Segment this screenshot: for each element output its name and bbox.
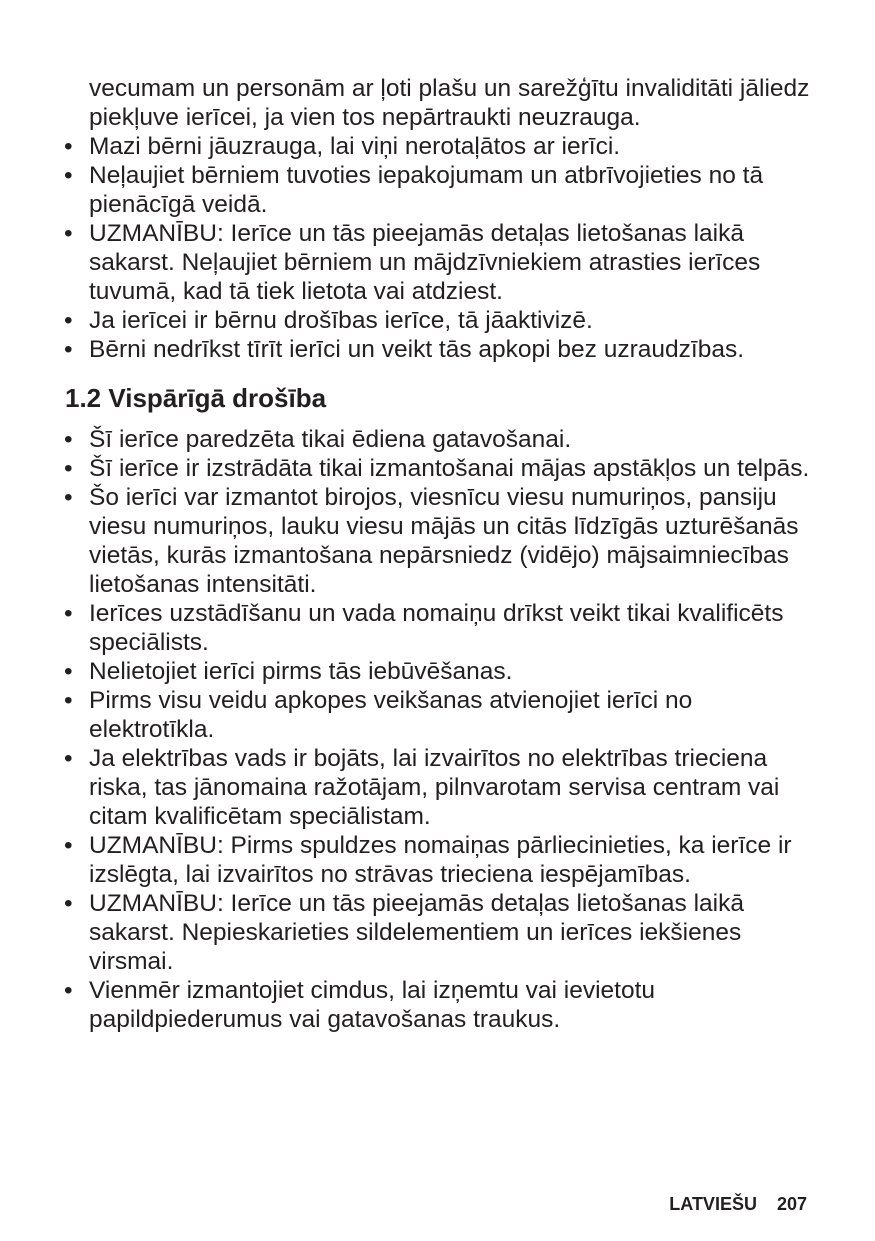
list-item-text: Ierīces uzstādīšanu un vada nomaiņu drīkst veikt tikai kvalificēts speciālists.: [89, 600, 784, 656]
list-item: [62, 425, 822, 454]
list-item-text: Mazi bērni jāuzrauga, lai viņi nerotaļātos ar ierīci.: [89, 133, 621, 160]
list-item: [62, 306, 822, 335]
list-item: [62, 976, 822, 1034]
page-number: 207: [776, 1194, 807, 1214]
list-item-text: Ja elektrības vads ir bojāts, lai izvairītos no elektrības trieciena riska, tas jānomaina ražotājam, pilnvarotam servisa centram vai citam kvalificētam speciālistam.: [89, 745, 780, 830]
list-item: [62, 889, 822, 976]
list-item-text: UZMANĪBU: Pirms spuldzes nomaiņas pārliecinieties, ka ierīce ir izslēgta, lai izvairītos no strāvas trieciena iespējamības.: [89, 832, 792, 888]
bullet: •: [64, 484, 73, 511]
bullet: •: [64, 336, 73, 363]
list-item-text: Neļaujiet bērniem tuvoties iepakojumam un atbrīvojieties no tā pienācīgā veidā.: [89, 162, 764, 218]
list-item-text: Šī ierīce ir izstrādāta tikai izmantošanai mājas apstākļos un telpās.: [89, 455, 810, 482]
list-item: [62, 219, 822, 306]
list-item: [62, 686, 822, 744]
list-item-text: UZMANĪBU: Ierīce un tās pieejamās detaļas lietošanas laikā sakarst. Neļaujiet bērniem un mājdzīvniekiem atrasties ierīces tuvumā, kad tā tiek lietota vai atdziest.: [89, 220, 761, 305]
list-item-text: Nelietojiet ierīci pirms tās iebūvēšanas.: [89, 658, 513, 685]
list-item: [62, 599, 822, 657]
bullet: •: [64, 745, 73, 772]
bullet: •: [64, 220, 73, 247]
bullet: •: [64, 133, 73, 160]
bullet: •: [64, 455, 73, 482]
bullet: •: [64, 832, 73, 859]
list-item: [62, 74, 822, 132]
bullet: •: [64, 687, 73, 714]
list-item: [62, 657, 822, 686]
list-item: [62, 454, 822, 483]
footer-language: LATVIEŠU: [669, 1194, 757, 1214]
bullet: •: [64, 307, 73, 334]
list-item: [62, 831, 822, 889]
list-item: [62, 744, 822, 831]
list-item: [62, 335, 822, 364]
bullet: •: [64, 977, 73, 1004]
list-item-text: vecumam un personām ar ļoti plašu un sarežģītu invaliditāti jāliedz piekļuve ierīcei, ja vien tos nepārtraukti neuzrauga.: [89, 75, 810, 131]
list-item-text: Bērni nedrīkst tīrīt ierīci un veikt tās apkopi bez uzraudzības.: [89, 336, 745, 363]
list-item-text: Šo ierīci var izmantot birojos, viesnīcu viesu numuriņos, pansiju viesu numuriņos, lauku viesu mājās un citās līdzīgās uzturēšanās vietās, kurās izmantošana nepārsniedz (vidējo) mājsaimniecības lietošanas intensitāti.: [89, 484, 799, 598]
list-item: [62, 483, 822, 599]
list-item: [62, 132, 822, 161]
bullet: •: [64, 890, 73, 917]
page-footer: [669, 1193, 807, 1215]
bullet: •: [64, 658, 73, 685]
list-item-text: Šī ierīce paredzēta tikai ēdiena gatavošanai.: [89, 426, 572, 453]
section-heading: 1.2 Vispārīgā drošība: [65, 383, 327, 413]
list-item: [62, 161, 822, 219]
bullet: •: [64, 600, 73, 627]
list-item-text: UZMANĪBU: Ierīce un tās pieejamās detaļas lietošanas laikā sakarst. Nepieskarieties sildelementiem un ierīces iekšienes virsmai.: [89, 890, 744, 975]
bullet: •: [64, 426, 73, 453]
safety-list-general: [62, 425, 822, 1034]
safety-list-children: [62, 74, 822, 364]
bullet: •: [64, 162, 73, 189]
list-item-text: Pirms visu veidu apkopes veikšanas atvienojiet ierīci no elektrotīkla.: [89, 687, 693, 743]
list-item-text: Vienmēr izmantojiet cimdus, lai izņemtu vai ievietotu papildpiederumus vai gatavošanas traukus.: [89, 977, 656, 1033]
list-item-text: Ja ierīcei ir bērnu drošības ierīce, tā jāaktivizē.: [89, 307, 593, 334]
